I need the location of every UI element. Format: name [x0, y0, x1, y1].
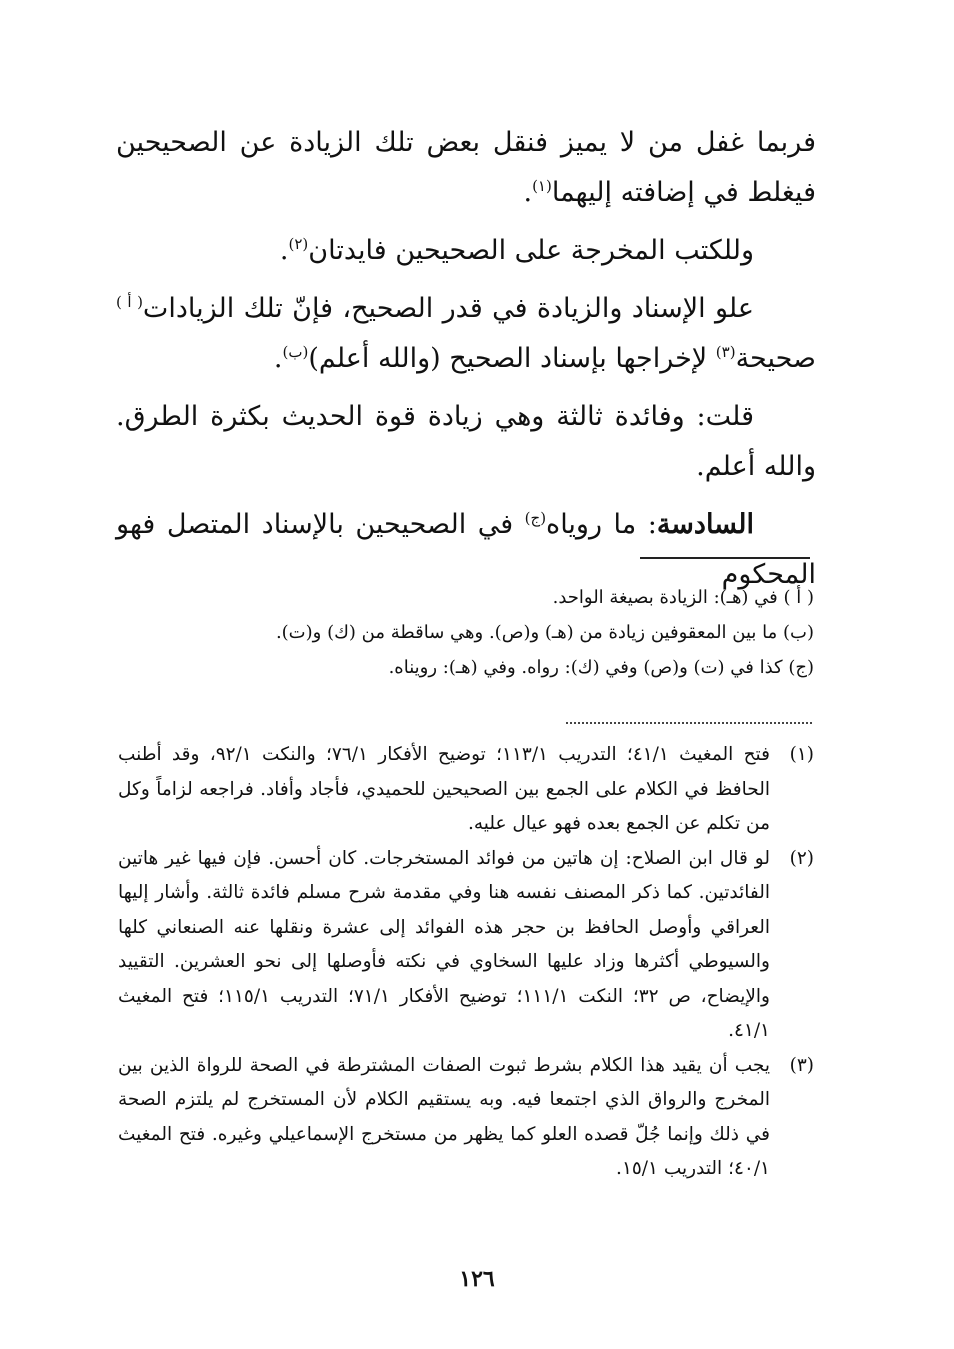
footnotes — [118, 738, 814, 1187]
footnote-number: (٣) — [789, 1054, 814, 1076]
footnote-number: (١) — [789, 744, 814, 765]
paragraph-2-end: . — [279, 235, 289, 266]
variant-ref-c: (ج) — [524, 509, 547, 527]
variant-note-b: (ب) ما بين المعقوفين زيادة من (هـ) و(ص). وهي ساقطة من (ك) و(ت). — [275, 622, 814, 643]
variant-note-c: (ج) كذا في (ت) و(ص) وفي (ك): رواه. وفي (هـ): رويناه. — [388, 657, 814, 678]
footnote-ref-2: (٢) — [288, 235, 309, 253]
dotted-separator — [566, 722, 812, 724]
variant-ref-a: ( أ ) — [116, 293, 143, 311]
footnote-3 — [118, 1049, 814, 1187]
page-number: ١٢٦ — [459, 1266, 495, 1292]
paragraph-5-text-a: : ما روياه — [546, 509, 657, 540]
paragraph-3-text-c: لإخراجها بإسناد الصحيح (والله أعلم) — [308, 343, 716, 374]
footnote-text: لو قال ابن الصلاح: إن هاتين من فوائد المستخرجات. كان أحسن. فإن فيها غير هاتين الفائدتين. كما ذكر المصنف نفسه هنا وفي مقدمة شرح مسلم فائدة ثالثة. وأشار إليها العراقي وأوصل الحافظ بن حجر هذه الفوائد إلى عشرة ونقلها عنه الصنعاني كلها والسيوطي أكثرها وزاد عليها السخاوي في نكته فأوصلها إلى نحو العشرين. التقييد والإيضاح، ص ٣٢؛ النكت ١١١/١؛ توضيح الأفكار ٧١/١؛ التدريب ١١٥/١؛ فتح المغيث ٤١/١. — [118, 847, 770, 1041]
paragraph-2 — [116, 226, 816, 276]
footnote-1 — [118, 738, 814, 842]
footnote-text: يجب أن يقيد هذا الكلام بشرط ثبوت الصفات المشترطة في الصحة للرواة الذين بين المخرج والرواق الذي اجتمعا فيه. وبه يستقيم الكلام لأن المستخرج لم يلتزم الصحة في ذلك وإنما جُلّ قصده العلو كما يظهر من مستخرج الإسماعيلي وغيره. فتح المغيث ٤٠/١؛ التدريب ١٥/١. — [118, 1054, 770, 1179]
footnote-ref-1: (١) — [532, 177, 552, 195]
footnote-text: فتح المغيث ٤١/١؛ التدريب ١١٣/١؛ توضيح الأفكار ٧٦/١؛ والنكت ٩٢/١، وقد أطنب الحافظ في الكلام على الجمع بين الصحيحين للحميدي، فأجاد وأفاد. فراجعه لزاماً وكل من تكلم عن الجمع بعده فهو عيال عليه. — [118, 744, 770, 834]
paragraph-5-text-b: في الصحيحين بالإسناد المتصل فهو المحكوم — [116, 509, 816, 590]
footnote-2 — [118, 842, 814, 1049]
paragraph-1-end: . — [523, 177, 533, 208]
paragraph-3-text-b: صحيحة — [735, 343, 816, 374]
variant-ref-b: (ب) — [282, 343, 309, 361]
footnote-separator — [640, 557, 810, 559]
variant-notes — [124, 580, 814, 685]
paragraph-1 — [116, 118, 816, 218]
footnote-ref-3: (٣) — [715, 343, 736, 361]
section-heading-sixth: السادسة — [656, 509, 754, 540]
footnote-number: (٢) — [789, 847, 814, 869]
paragraph-2-text: وللكتب المخرجة على الصحيحين فايدتان — [308, 235, 754, 266]
paragraph-3-end: . — [273, 343, 283, 374]
paragraph-3 — [116, 284, 816, 384]
paragraph-3-text-a: علو الإسناد والزيادة في قدر الصحيح، فإنّ تلك الزيادات — [142, 293, 754, 324]
main-text — [116, 118, 816, 608]
paragraph-1-text: فربما غفل من لا يميز فنقل بعض تلك الزيادة عن الصحيحين فيغلط في إضافته إليهما — [116, 127, 816, 208]
paragraph-4-text: قلت: وفائدة ثالثة وهي زيادة قوة الحديث بكثرة الطرق. والله أعلم. — [116, 401, 816, 482]
paragraph-4 — [116, 392, 816, 492]
variant-note-a: ( أ ) في (هـ): الزيادة بصيغة الواحد. — [552, 587, 814, 608]
